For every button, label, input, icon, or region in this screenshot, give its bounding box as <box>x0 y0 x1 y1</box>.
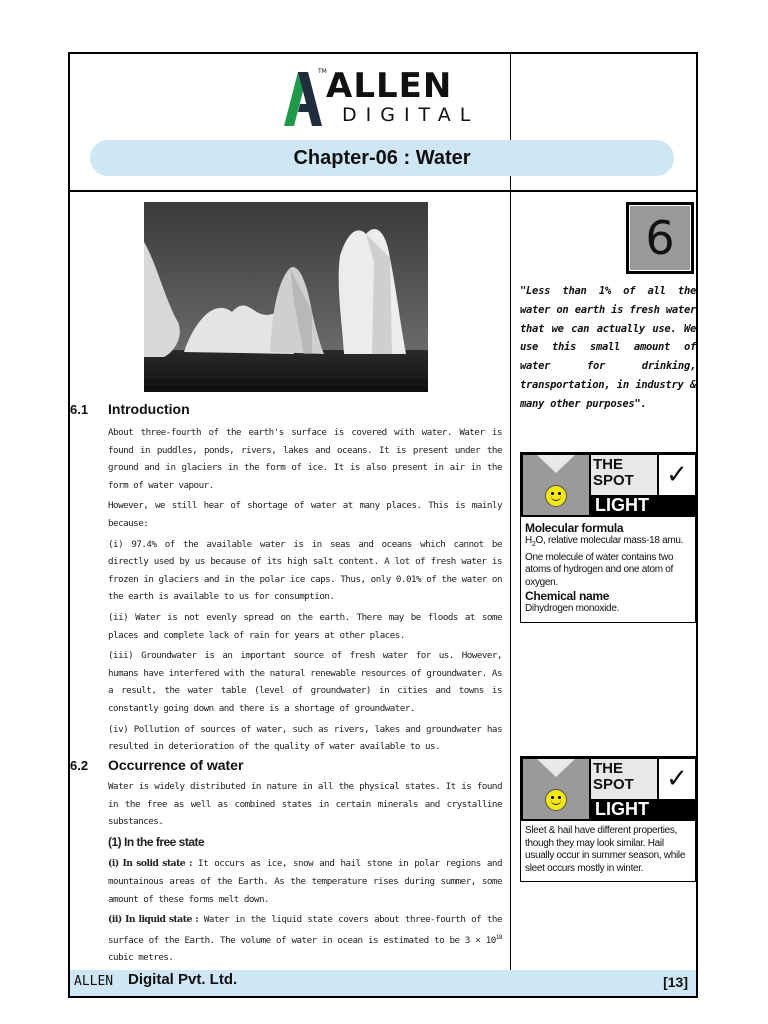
spotlight-light-label: LIGHT <box>595 495 649 515</box>
spotlight-text: Sleet & hail have different properties, though they may look similar. Hail usually occur in summer season, while sleet occurs mostly in winter. <box>525 825 686 874</box>
paragraph: About three-fourth of the earth's surface is covered with water. Water is found in puddles, ponds, rivers, lakes and oceans. It is present under the ground and in glaciers in the form of ice. It is also present in air in the form of water vapour. <box>108 427 502 491</box>
spotlight-heading: Molecular formula <box>525 521 624 535</box>
liquid-state-end: cubic metres. <box>108 952 174 964</box>
checkmark-icon: ✓ <box>659 455 695 495</box>
chapter-number-box <box>626 202 694 274</box>
paragraph: Water is widely distributed in nature in all the physical states. It is found in the free as well as combined states in certain minerals and crystalline substances. <box>108 781 502 828</box>
allen-digital-logo <box>282 68 492 128</box>
chapter-number: 6 <box>629 205 691 271</box>
logo-brand: ALLEN <box>326 66 453 106</box>
spotlight-box <box>520 756 696 882</box>
section-title: Occurrence of water <box>108 757 244 773</box>
subsection-heading: (1) In the free state <box>108 834 205 849</box>
spotlight-title: THE SPOT <box>591 455 657 495</box>
logo-sub: DIGITAL <box>342 104 480 126</box>
spotlight-light-label: LIGHT <box>595 799 649 819</box>
trademark-mark: TM <box>318 68 327 75</box>
paragraph: (iv) Pollution of sources of water, such as rivers, lakes and groundwater has resulted in deterioration of the quality of water available to us. <box>108 723 502 753</box>
spotlight-lamp-icon <box>523 759 589 819</box>
spotlight-header <box>521 453 695 517</box>
iceberg-photo <box>144 202 428 392</box>
paragraph: (iii) Groundwater is an important source of fresh water for us. However, humans have interfered with the natural renewable resources of groundwater. As a result, the water table (level of groundwater) in cities and towns is constantly going down and there is a shortage of groundwater. <box>108 650 502 714</box>
footer-company: Digital Pvt. Ltd. <box>128 971 238 988</box>
allen-logo-mark-icon <box>282 68 324 128</box>
chapter-title: Chapter-06 : Water <box>90 140 674 176</box>
spotlight-content <box>521 821 695 881</box>
section-2-body <box>108 778 502 970</box>
spotlight-content <box>521 517 695 622</box>
spotlight-lamp-icon <box>523 455 589 515</box>
paragraph <box>108 855 502 908</box>
page-footer <box>70 970 696 996</box>
spotlight-text: Dihydrogen monoxide. <box>525 603 620 614</box>
section-title: Introduction <box>108 401 190 417</box>
page-number: [13] <box>663 974 688 990</box>
header-divider <box>68 190 698 192</box>
footer-brand: ALLEN <box>74 974 114 989</box>
side-quote: "Less than 1% of all the water on earth is fresh water that we can actually use. We use this small amount of water for drinking, transportation, in industry & many other purposes". <box>520 285 696 410</box>
paragraph <box>108 911 502 967</box>
solid-state-label: (i) In solid state : <box>108 858 192 870</box>
checkmark-icon: ✓ <box>659 759 695 799</box>
section-number: 6.2 <box>70 758 89 773</box>
spotlight-heading: Chemical name <box>525 589 610 603</box>
paragraph: (i) 97.4% of the available water is in seas and oceans which cannot be directly used by us because of its high salt content. A lot of fresh water is frozen in glaciers and in the polar ice caps. Thus, only 0.01% of the water on the earth is available to us for consumption. <box>108 538 502 603</box>
liquid-state-text: Water in the liquid state covers about three-fourth of the surface of the Earth. The volume of water in ocean is estimated to be 3 × 10 <box>108 914 502 946</box>
exponent: 18 <box>495 933 502 941</box>
paragraph: (ii) Water is not evenly spread on the earth. There may be floods at some places and complete lack of rain for years at other places. <box>108 611 502 641</box>
spotlight-box <box>520 452 696 623</box>
section-number: 6.1 <box>70 402 89 417</box>
spotlight-header <box>521 757 695 821</box>
spotlight-text: $H_2O$, relative molecular mass-18 amu. One molecule of water contains two atoms of hydrogen and one atom of oxygen. <box>525 535 684 588</box>
smiley-icon <box>545 485 567 507</box>
section-1-body <box>108 424 502 759</box>
smiley-icon <box>545 789 567 811</box>
liquid-state-label: (ii) In liquid state : <box>108 914 199 926</box>
paragraph: However, we still hear of shortage of water at many places. This is mainly because: <box>108 500 502 529</box>
solid-state-text: It occurs as ice, snow and hail stone in polar regions and mountainous areas of the Earth. As the temperature rises during summer, some amount of these forms melt down. <box>108 858 502 905</box>
spotlight-title: THE SPOT <box>591 759 657 799</box>
